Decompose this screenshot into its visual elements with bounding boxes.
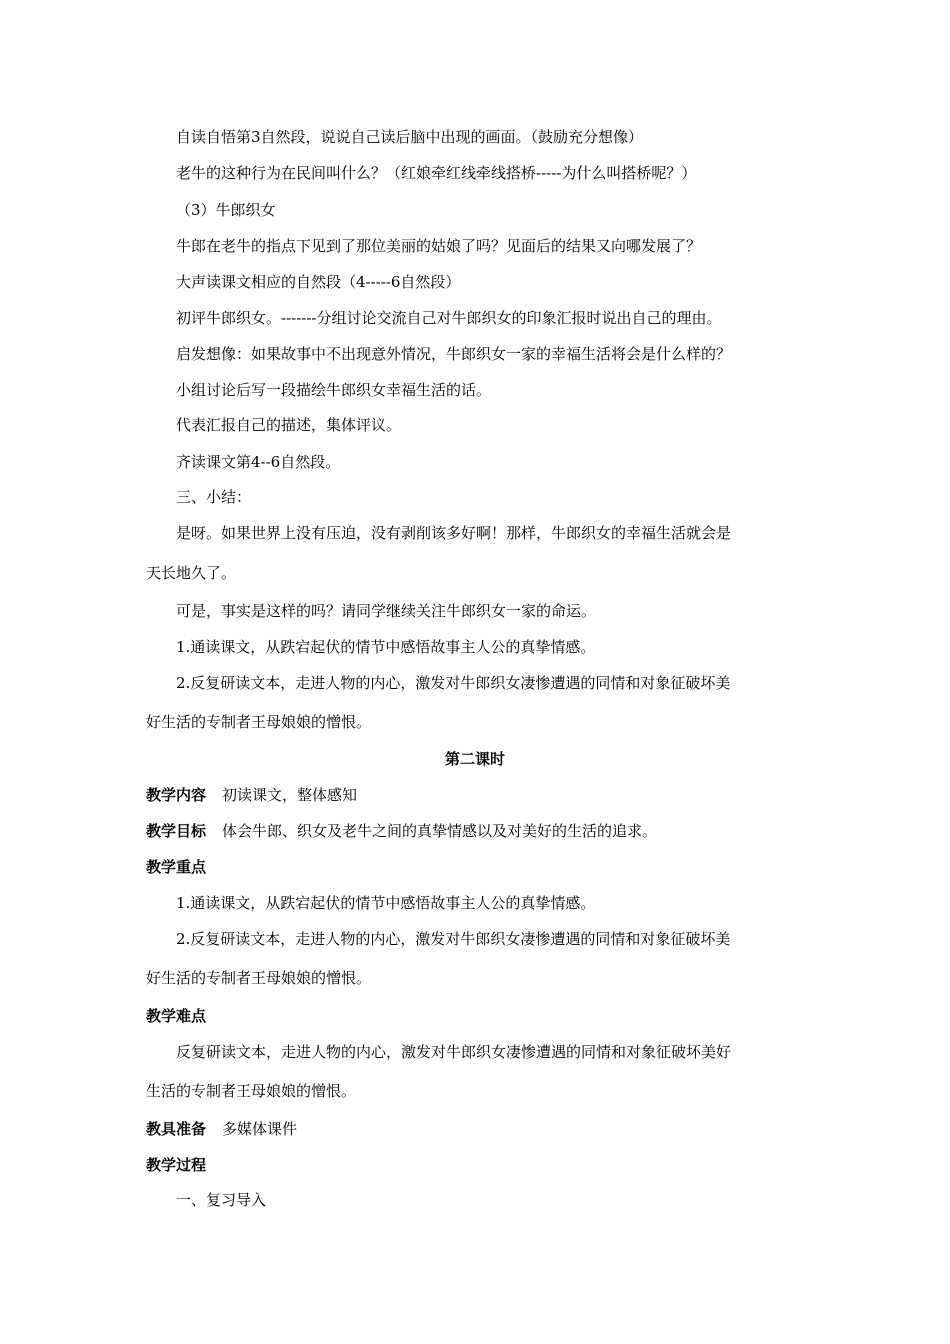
goal-text: 体会牛郎、织女及老牛之间的真挚情感以及对美好的生活的追求。 <box>222 822 658 840</box>
section-heading: 三、小结： <box>176 488 252 506</box>
paragraph: 可是，事实是这样的吗？请同学继续关注牛郎织女一家的命运。 <box>176 602 597 620</box>
tools-label: 教具准备 <box>146 1120 207 1138</box>
goal-label: 教学目标 <box>146 822 207 840</box>
paragraph: 反复研读文本，走进人物的内心，激发对牛郎织女凄惨遭遇的同情和对象征破坏美好 <box>176 1043 732 1061</box>
process-step: 一、复习导入 <box>176 1191 267 1209</box>
paragraph: 是呀。如果世界上没有压迫，没有剥削该多好啊！那样，牛郎织女的幸福生活就会是 <box>176 524 732 542</box>
key-points-label: 教学重点 <box>146 858 207 876</box>
paragraph: （3）牛郎织女 <box>176 201 276 219</box>
paragraph: 启发想像：如果故事中不出现意外情况，牛郎织女一家的幸福生活将会是什么样的？ <box>176 345 732 363</box>
paragraph: 老牛的这种行为在民间叫什么？（红娘牵红线牵线搭桥-----为什么叫搭桥呢？） <box>176 164 697 182</box>
paragraph-continuation: 生活的专制者王母娘娘的憎恨。 <box>146 1082 357 1100</box>
paragraph: 自读自悟第3自然段，说说自己读后脑中出现的画面。（鼓励充分想像） <box>176 128 644 146</box>
paragraph: 牛郎在老牛的指点下见到了那位美丽的姑娘了吗？见面后的结果又向哪发展了？ <box>176 237 702 255</box>
process-label: 教学过程 <box>146 1156 207 1174</box>
paragraph: 初评牛郎织女。-------分组讨论交流自己对牛郎织女的印象汇报时说出自己的理由。 <box>176 309 722 327</box>
content-label: 教学内容 <box>146 786 207 804</box>
list-item: 2.反复研读文本，走进人物的内心，激发对牛郎织女凄惨遭遇的同情和对象征破坏美 <box>176 930 731 948</box>
paragraph: 小组讨论后写一段描绘牛郎织女幸福生活的话。 <box>176 381 492 399</box>
paragraph: 大声读课文相应的自然段（4-----6自然段） <box>176 273 461 291</box>
tools-text: 多媒体课件 <box>222 1120 298 1138</box>
list-item: 1.通读课文，从跌宕起伏的情节中感悟故事主人公的真挚情感。 <box>176 894 596 912</box>
paragraph: 代表汇报自己的描述，集体评议。 <box>176 416 402 434</box>
tools-row <box>146 1119 297 1139</box>
paragraph-continuation: 天长地久了。 <box>146 564 237 582</box>
goal-row <box>146 821 657 841</box>
lesson-title: 第二课时 <box>444 750 505 768</box>
difficulty-label: 教学难点 <box>146 1007 207 1025</box>
list-item-continuation: 好生活的专制者王母娘娘的憎恨。 <box>146 969 372 987</box>
paragraph: 齐读课文第4--6自然段。 <box>176 453 341 471</box>
content-text: 初读课文，整体感知 <box>222 786 358 804</box>
list-item: 1.通读课文，从跌宕起伏的情节中感悟故事主人公的真挚情感。 <box>176 638 596 656</box>
list-item-continuation: 好生活的专制者王母娘娘的憎恨。 <box>146 713 372 731</box>
content-row <box>146 785 357 805</box>
list-item: 2.反复研读文本，走进人物的内心，激发对牛郎织女凄惨遭遇的同情和对象征破坏美 <box>176 674 731 692</box>
